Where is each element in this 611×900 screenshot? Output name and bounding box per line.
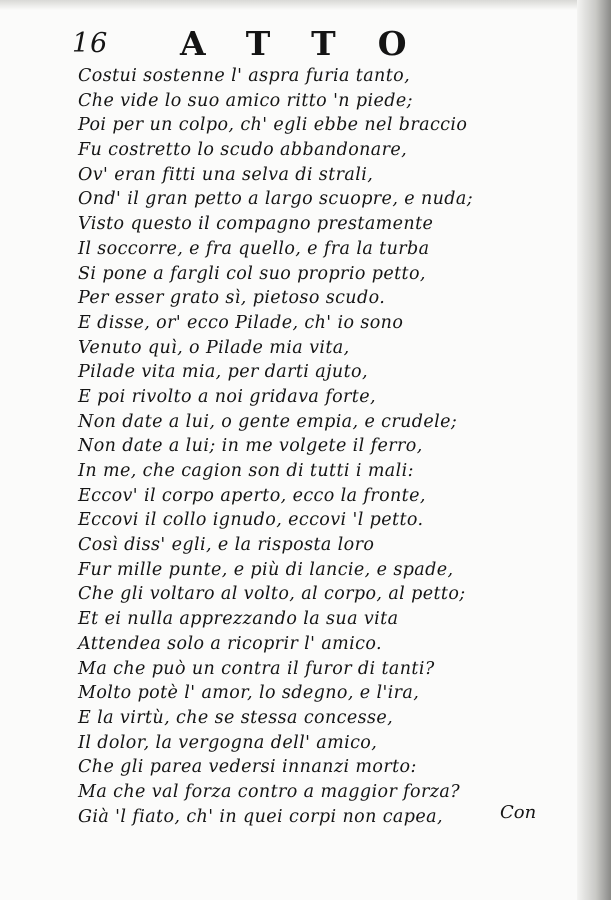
- verse-line: Non date a lui; in me volgete il ferro,: [78, 436, 423, 457]
- page-header: [72, 22, 449, 66]
- verse-line: Visto questo il compagno prestamente: [78, 214, 434, 235]
- verse-line: Fur mille punte, e più di lancie, e spade,: [78, 559, 454, 580]
- page-top-edge: [0, 0, 611, 10]
- running-title: ATTO: [180, 24, 449, 63]
- page-number: 16: [72, 28, 109, 59]
- verse-line: E disse, or' ecco Pilade, ch' io sono: [78, 312, 404, 333]
- verse-line: Eccovi il collo ignudo, eccovi 'l petto.: [78, 510, 424, 531]
- verse-line: Eccov' il corpo aperto, ecco la fronte,: [78, 485, 426, 506]
- verse-line: Ond' il gran petto a largo scuopre, e nuda;: [78, 189, 474, 210]
- verse-line: Attendea solo a ricoprir l' amico.: [78, 633, 382, 654]
- verse-line: Venuto quì, o Pilade mia vita,: [78, 337, 350, 358]
- verse-line: Si pone a fargli col suo proprio petto,: [78, 263, 426, 284]
- verse-line: Per esser grato sì, pietoso scudo.: [78, 288, 386, 309]
- verse-line: Ma che può un contra il furor di tanti?: [78, 658, 435, 679]
- catchword: Con: [500, 802, 537, 823]
- verse-line: Il dolor, la vergogna dell' amico,: [78, 732, 378, 753]
- verse-line: Pilade vita mia, per darti ajuto,: [78, 362, 368, 383]
- verse-line: Che vide lo suo amico ritto 'n piede;: [78, 90, 413, 111]
- verse-line: Molto potè l' amor, lo sdegno, e l'ira,: [78, 683, 420, 704]
- verse-line: Così diss' egli, e la risposta loro: [78, 535, 375, 556]
- verse-list: [78, 64, 488, 829]
- verse-line: Che gli voltaro al volto, al corpo, al petto;: [78, 584, 466, 605]
- binding-shadow: [577, 0, 611, 900]
- verse-line: In me, che cagion son di tutti i mali:: [78, 461, 414, 481]
- verse-line: Ov' eran fitti una selva di strali,: [78, 164, 374, 185]
- verse-line: Ma che val forza contro a maggior forza?: [78, 781, 460, 802]
- verse-line: Che gli parea vedersi innanzi morto:: [78, 757, 417, 778]
- verse-line: E poi rivolto a noi gridava forte,: [78, 386, 376, 407]
- verse-line: Costui sostenne l' aspra furia tanto,: [78, 66, 411, 86]
- verse-line: Fu costretto lo scudo abbandonare,: [78, 140, 408, 161]
- verse-line: Il soccorre, e fra quello, e fra la turba: [78, 238, 430, 259]
- verse-line: Già 'l fiato, ch' in quei corpi non capea,: [78, 806, 443, 827]
- verse-line: Et ei nulla apprezzando la sua vita: [78, 609, 399, 630]
- verse-line: E la virtù, che se stessa concesse,: [78, 707, 394, 728]
- verse-line: Poi per un colpo, ch' egli ebbe nel braccio: [78, 115, 468, 136]
- verse-line: Non date a lui, o gente empia, e crudele;: [78, 411, 458, 432]
